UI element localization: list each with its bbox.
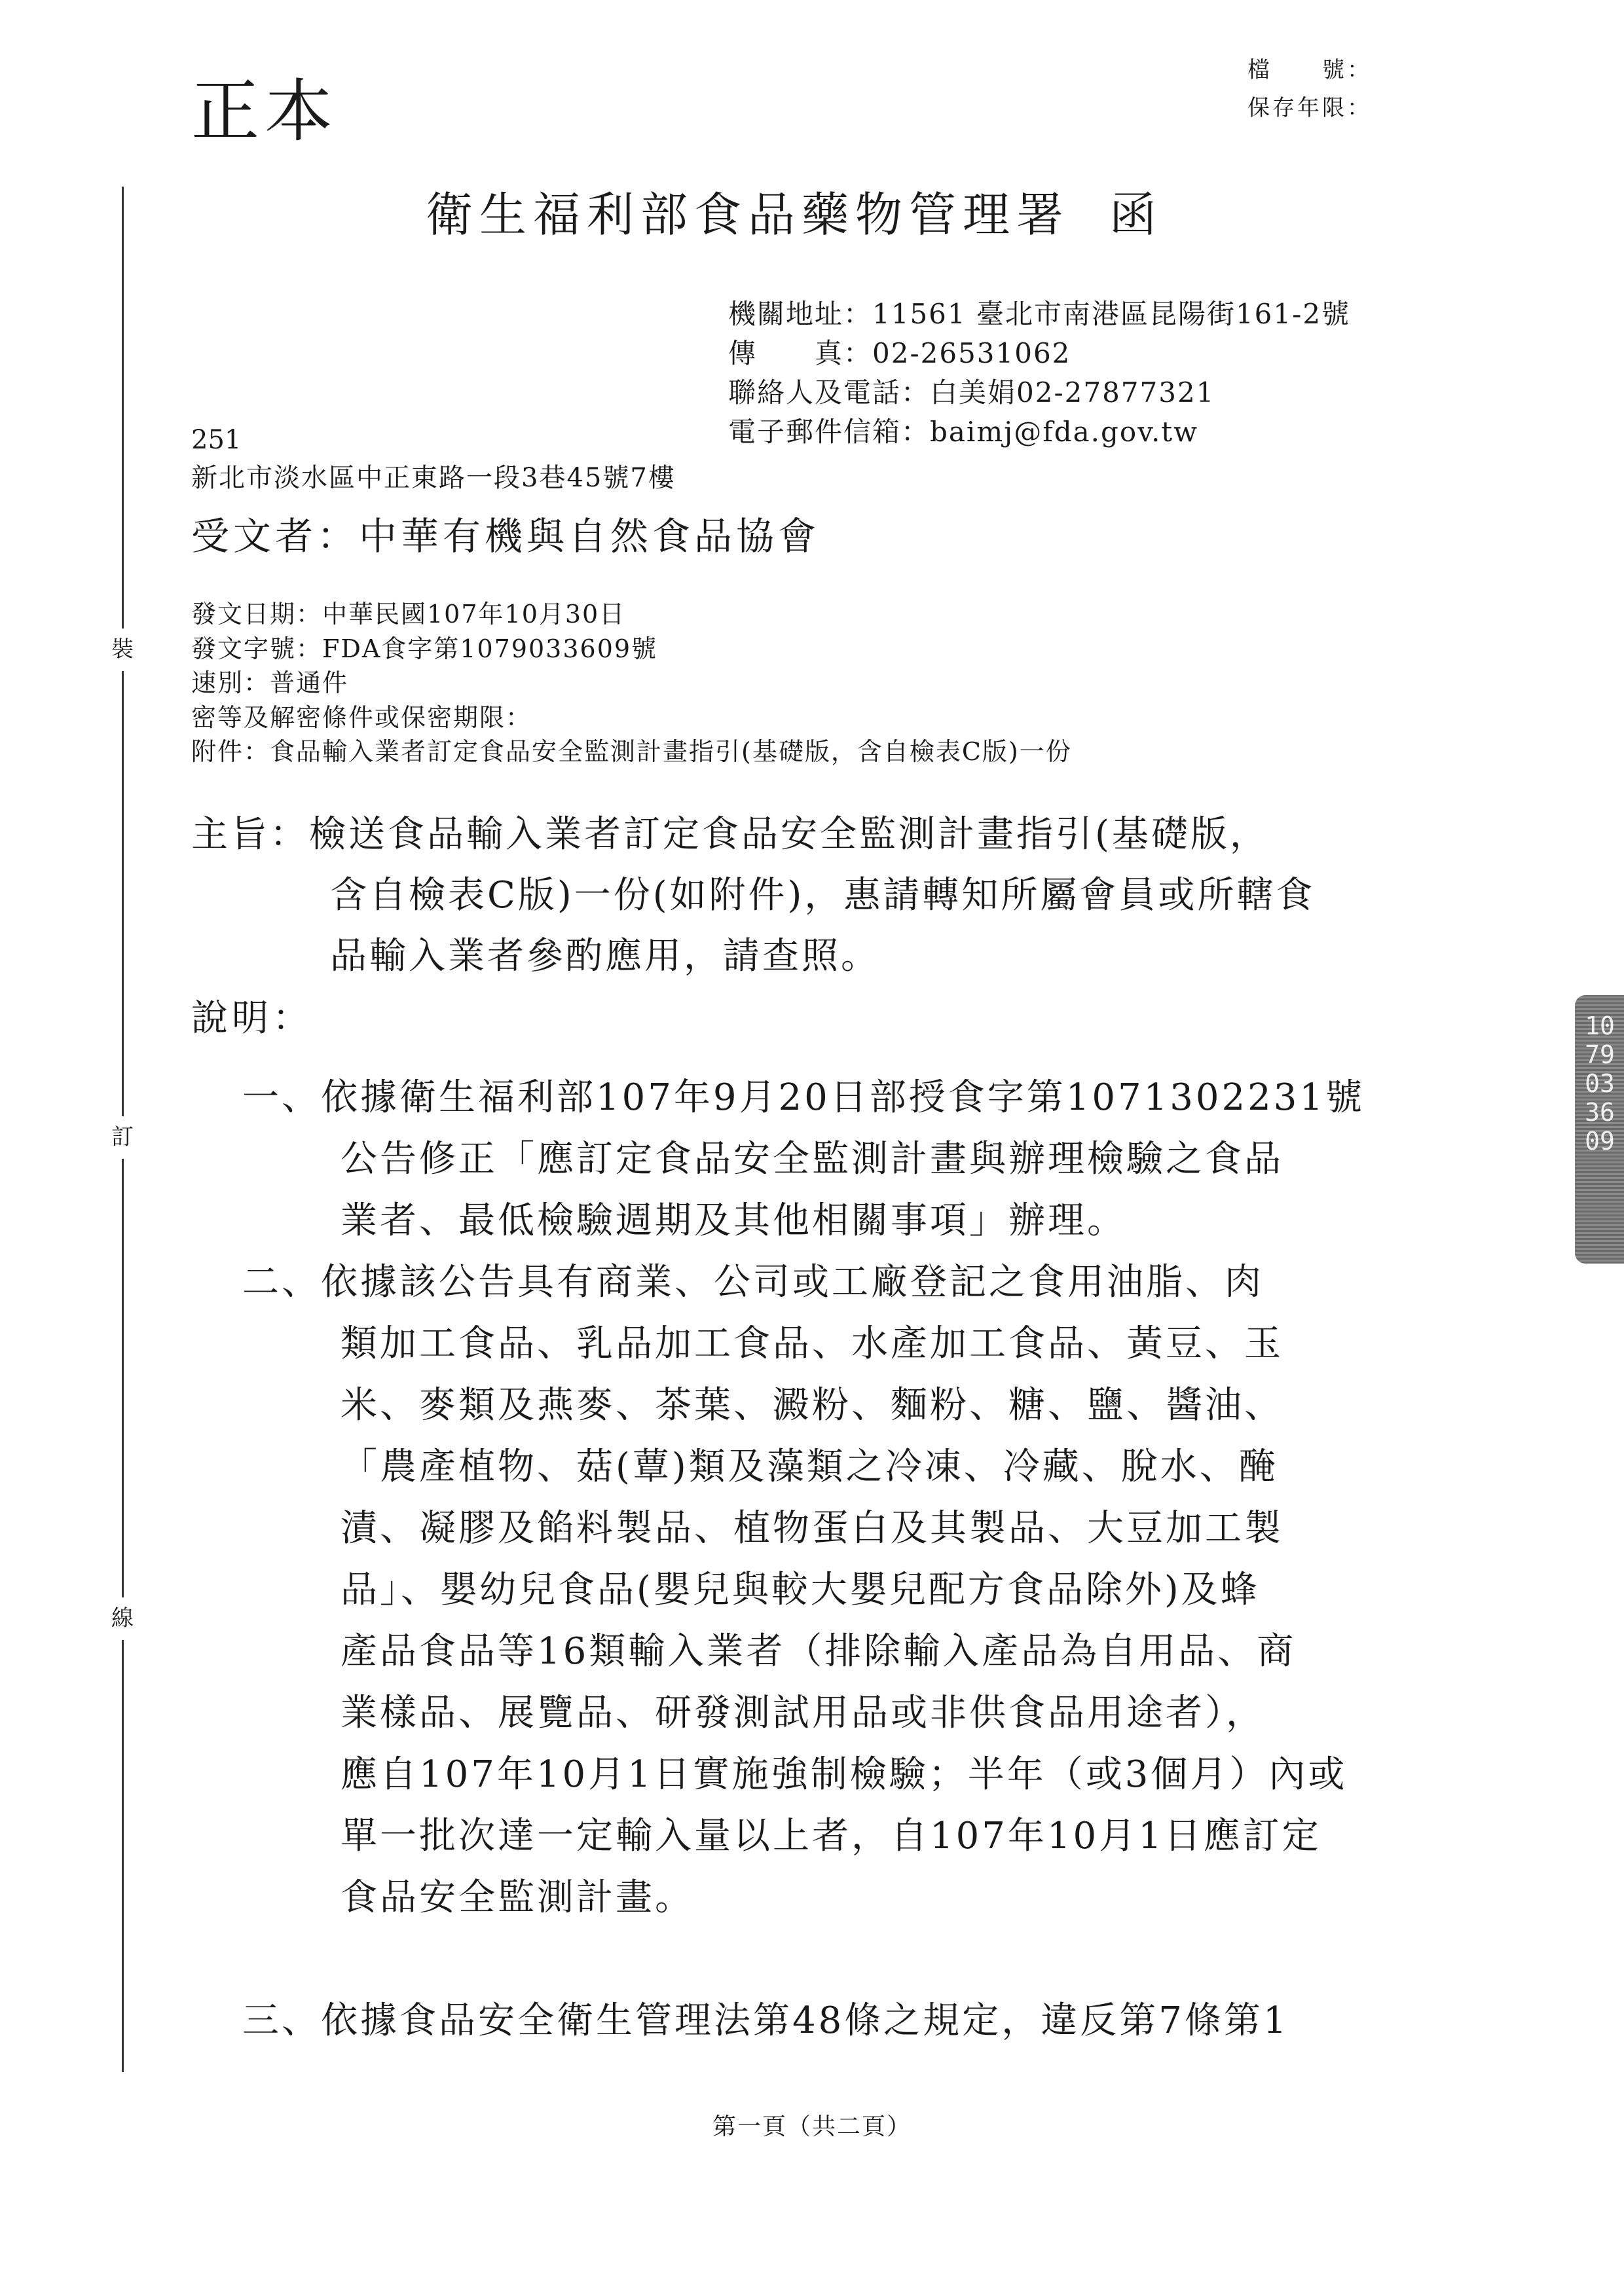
item-line: 二、依據該公告具有商業、公司或工廠登記之食用油脂、肉 [242, 1261, 1264, 1303]
secrecy-level: 密等及解密條件或保密期限： [191, 702, 532, 732]
original-copy-mark: 正本 [191, 71, 339, 151]
subject [191, 804, 1315, 987]
explanation-item-1 [242, 1067, 1365, 1252]
binding-line-bottom [122, 1640, 124, 2072]
binding-char-ding: 訂 [111, 1124, 134, 1150]
binding-char-xian: 線 [111, 1605, 134, 1631]
explanation-item-2 [242, 1252, 1347, 1929]
issue-date: 發文日期：中華民國107年10月30日 [191, 600, 626, 629]
document-meta [191, 597, 1072, 769]
subject-line: 主旨：檢送食品輸入業者訂定食品安全監測計畫指引(基礎版， [191, 813, 1269, 856]
item-line: 單一批次達一定輸入量以上者，自107年10月1日應訂定 [341, 1815, 1321, 1857]
item-line: 應自107年10月1日實施強制檢驗；半年（或3個月）內或 [341, 1753, 1348, 1796]
attachment: 附件：食品輸入業者訂定食品安全監測計畫指引(基礎版，含自檢表C版)一份 [191, 737, 1072, 766]
sender-address: 機關地址：11561 臺北市南港區昆陽街161-2號 [728, 298, 1351, 330]
page-footer: 第一頁（共二頁） [712, 2113, 912, 2140]
stamp-number: 1079033609 [1585, 1011, 1615, 1156]
recipient-address: 新北市淡水區中正東路一段3巷45號7樓 [191, 463, 676, 493]
item-line: 產品食品等16類輸入業者（排除輸入產品為自用品、商 [341, 1630, 1297, 1673]
item-line: 「農產植物、菇(蕈)類及藻類之冷凍、冷藏、脫水、醃 [341, 1446, 1278, 1488]
document-number: 發文字號：FDA食字第1079033609號 [191, 634, 658, 663]
item-line: 類加工食品、乳品加工食品、水產加工食品、黃豆、玉 [341, 1322, 1283, 1365]
recipient-zip: 251 [191, 425, 242, 455]
file-info [1247, 51, 1372, 127]
explanation-item-3 [242, 1990, 1289, 2052]
sender-contact: 聯絡人及電話：白美娟02-27877321 [728, 376, 1215, 409]
file-number-label: 檔 號： [1247, 57, 1372, 83]
agency-name: 衛生福利部食品藥物管理署 [426, 187, 1071, 242]
explanation-label: 說明： [191, 997, 313, 1040]
recipient: 受文者：中華有機與自然食品協會 [191, 514, 821, 558]
item-line: 米、麥類及燕麥、茶葉、澱粉、麵粉、糖、鹽、醬油、 [341, 1384, 1283, 1427]
subject-line: 品輸入業者參酌應用，請查照。 [330, 935, 880, 977]
sender-email: 電子郵件信箱：baimj@fda.gov.tw [728, 416, 1199, 448]
binding-line-mid2 [122, 1159, 124, 1597]
binding-char-zhuang: 裝 [111, 636, 134, 663]
retention-label: 保存年限： [1247, 95, 1372, 121]
item-line: 業者、最低檢驗週期及其他相關事項」辦理。 [341, 1199, 1126, 1242]
speed-class: 速別：普通件 [191, 668, 349, 697]
sender-fax: 傳 真：02-26531062 [728, 337, 1071, 369]
item-line: 食品安全監測計畫。 [341, 1876, 694, 1919]
item-line: 業樣品、展覽品、研發測試用品或非供食品用途者）， [341, 1692, 1265, 1734]
binding-line-top [122, 187, 124, 629]
document-title [426, 187, 1164, 242]
sender-info [728, 295, 1350, 452]
item-line: 公告修正「應訂定食品安全監測計畫與辦理檢驗之食品 [341, 1138, 1283, 1180]
binding-line-mid1 [122, 671, 124, 1116]
item-line: 品」、嬰幼兒食品(嬰兒與較大嬰兒配方食品除外)及蜂 [341, 1569, 1260, 1611]
document-type: 函 [1109, 187, 1164, 242]
item-line: 漬、凝膠及餡料製品、植物蛋白及其製品、大豆加工製 [341, 1507, 1283, 1550]
item-line: 一、依據衛生福利部107年9月20日部授食字第1071302231號 [242, 1076, 1365, 1119]
subject-line: 含自檢表C版)一份(如附件)，惠請轉知所屬會員或所轄食 [330, 874, 1316, 917]
item-line: 三、依據食品安全衛生管理法第48條之規定，違反第7條第1 [242, 1999, 1289, 2042]
